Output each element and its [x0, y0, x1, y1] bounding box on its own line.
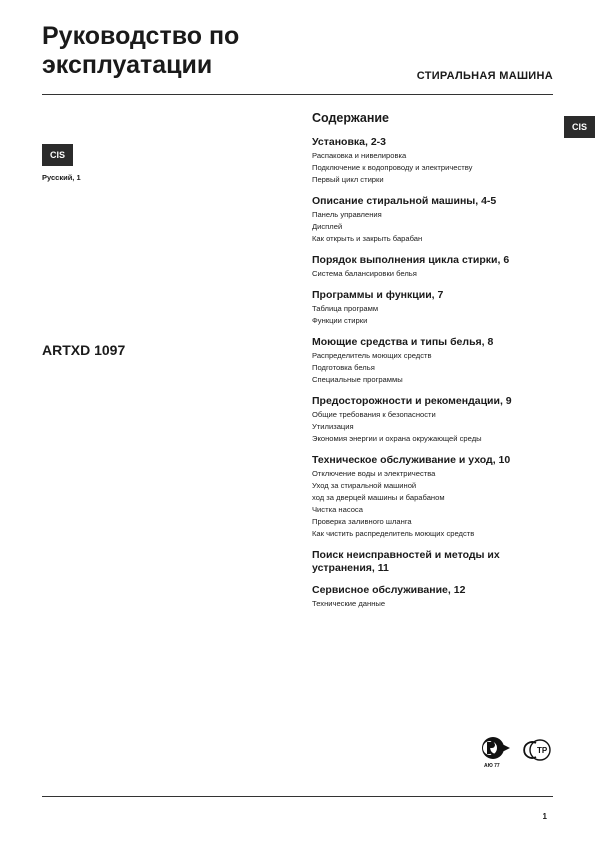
pct-mark-icon [478, 734, 558, 774]
toc-section [312, 454, 562, 540]
toc-section [312, 336, 562, 386]
toc-item: Как открыть и закрыть барабан [312, 234, 423, 243]
toc-item: Распределитель моющих средств [312, 351, 432, 360]
toc-section-title: Моющие средства и типы белья, 8 [312, 336, 494, 348]
toc-item: Подготовка белья [312, 363, 375, 372]
toc-section-title: Предосторожности и рекомендации, 9 [312, 395, 512, 407]
toc-item: Отключение воды и электричества [312, 469, 436, 478]
document-title: Руководство по эксплуатации [42, 22, 240, 79]
language-label: Русский, 1 [42, 173, 81, 182]
toc-section [312, 395, 562, 445]
certification-marks [478, 734, 558, 774]
toc-section [312, 136, 562, 186]
model-name: ARTXD 1097 [42, 342, 126, 358]
toc-section-title: Порядок выполнения цикла стирки, 6 [312, 254, 510, 266]
toc-section-title: Установка, 2-3 [312, 136, 387, 148]
toc-section-title: Описание стиральной машины, 4-5 [312, 195, 497, 207]
language-code-badge: CIS [42, 144, 73, 166]
toc-item: Первый цикл стирки [312, 175, 384, 184]
table-of-contents [312, 111, 562, 619]
toc-section [312, 584, 562, 610]
pct-mark-caption: АЮ 77 [484, 763, 500, 769]
toc-section-title: Поиск неисправностей и методы их устранения, 11 [312, 549, 500, 574]
toc-item: Общие требования к безопасности [312, 410, 436, 419]
language-side-tab: CIS [564, 116, 595, 138]
page-number: 1 [542, 812, 547, 821]
toc-item: Чистка насоса [312, 505, 363, 514]
toc-item: Функции стирки [312, 316, 368, 325]
toc-section [312, 289, 562, 327]
top-divider [42, 94, 553, 95]
toc-item: Панель управления [312, 210, 382, 219]
toc-item: ход за дверцей машины и барабаном [312, 493, 445, 502]
toc-section-title: Техническое обслуживание и уход, 10 [312, 454, 511, 466]
gost-mark-letters: ТР [537, 746, 548, 755]
toc-item: Уход за стиральной машиной [312, 481, 417, 490]
document-subtitle: СТИРАЛЬНАЯ МАШИНА [416, 70, 553, 82]
toc-item: Система балансировки белья [312, 269, 417, 278]
toc-item: Подключение к водопроводу и электричеству [312, 163, 473, 172]
toc-section-title: Программы и функции, 7 [312, 289, 444, 301]
toc-item: Распаковка и нивелировка [312, 151, 407, 160]
toc-item: Дисплей [312, 222, 343, 231]
toc-section [312, 254, 562, 280]
toc-item: Экономия энергии и охрана окружающей среды [312, 434, 482, 443]
toc-heading: Содержание [312, 111, 390, 125]
bottom-divider [42, 796, 553, 797]
toc-item: Утилизация [312, 422, 354, 431]
toc-item: Таблица программ [312, 304, 379, 313]
toc-item: Как чистить распределитель моющих средств [312, 529, 475, 538]
toc-section [312, 549, 562, 575]
toc-item: Проверка заливного шланга [312, 517, 412, 526]
toc-item: Технические данные [312, 599, 386, 608]
toc-item: Специальные программы [312, 375, 403, 384]
toc-section-title: Сервисное обслуживание, 12 [312, 584, 466, 596]
toc-sections [312, 136, 562, 610]
toc-section [312, 195, 562, 245]
